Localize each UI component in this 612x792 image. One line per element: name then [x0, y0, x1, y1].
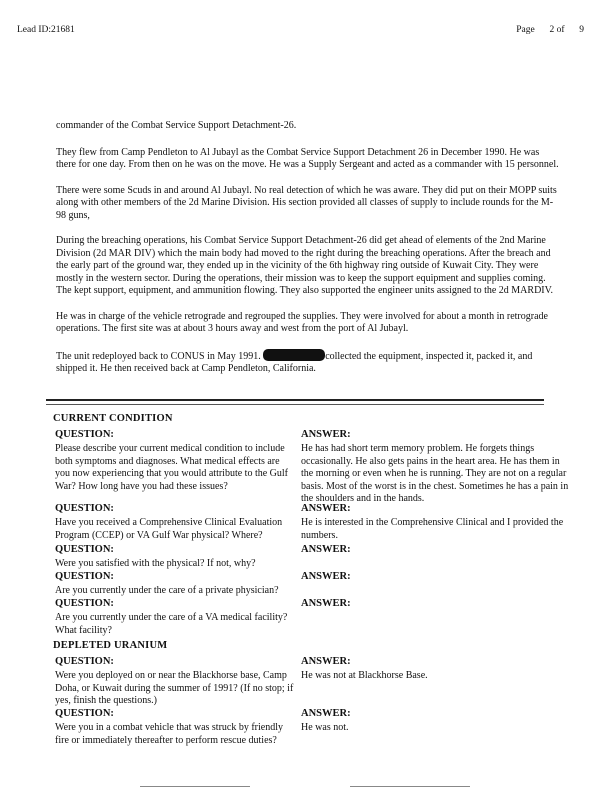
answer-label: ANSWER: [301, 429, 351, 440]
answer-label: ANSWER: [301, 503, 351, 514]
question-label: QUESTION: [55, 429, 114, 440]
question-label: QUESTION: [55, 598, 114, 609]
redaction-block [263, 349, 325, 361]
answer-label: ANSWER: [301, 571, 351, 582]
narrative-paragraph: commander of the Combat Service Support Detachment-26. [56, 120, 297, 131]
narrative-paragraph [56, 349, 561, 376]
question-label: QUESTION: [55, 708, 114, 719]
question-label: QUESTION: [55, 656, 114, 667]
narrative [56, 120, 561, 389]
answer-label: ANSWER: [301, 598, 351, 609]
footer-line [350, 786, 470, 787]
answer-label: ANSWER: [301, 708, 351, 719]
footer-line [140, 786, 250, 787]
question-text: Were you in a combat vehicle that was struck by friendly fire or immediately thereafter to perform rescue duties? [55, 722, 284, 746]
divider [46, 399, 544, 401]
answer-text: He was not at Blackhorse Base. [301, 670, 428, 681]
question-label: QUESTION: [55, 544, 114, 555]
answer-label: ANSWER: [301, 656, 351, 667]
divider [46, 404, 544, 405]
question-label: QUESTION: [55, 503, 114, 514]
answer-text: He was not. [301, 722, 349, 733]
narrative-text: collected the equipment, inspected it, packed it, and shipped it. He then received back at Camp Pendleton, California. [56, 350, 533, 374]
section-heading-current-condition: CURRENT CONDITION [53, 413, 173, 424]
answer-text: He has had short term memory problem. He forgets things occasionally. He also gets pains in the heart area. He has them in the morning or even when he is running. They are not on a regular basis. Most of the worst is in the chest. Sometimes he has a pain in the shoulders and in the hands. [301, 443, 569, 504]
page-number: 2 of [549, 25, 565, 35]
question-text: Were you deployed on or near the Blackhorse base, Camp Doha, or Kuwait during the summer of 1991? (If no stop; if yes, finish the questions.) [55, 670, 294, 706]
page-total: 9 [579, 25, 584, 35]
narrative-paragraph: During the breaching operations, his Combat Service Support Detachment-26 did get ahead of elements of the 2nd Marine Division (2d MAR DIV) which the main body had moved to the right during the breaching operations. After the breach and the early part of the ground war, they ended up in the vicinity of the 6th highway ring outside of Kuwait City. They were mostly in the western sector. During the operations, their mission was to keep the support equipment and supplies coming. The kept support, equipment, and ammunition flowing. They also supported the engineer units assigned to the 2d MARDIV. [56, 235, 554, 296]
question-text: Have you received a Comprehensive Clinical Evaluation Program (CCEP) or VA Gulf War physical? Where? [55, 517, 283, 541]
question-text: Please describe your current medical condition to include both symptoms and diagnoses. What medical effects are you now experiencing that you would attribute to the Gulf War? How long have you had these issues? [55, 443, 289, 492]
answer-label: ANSWER: [301, 544, 351, 555]
question-text: Were you satisfied with the physical? If not, why? [55, 558, 256, 569]
answer-text: He is interested in the Comprehensive Clinical and I provided the numbers. [301, 517, 564, 541]
narrative-paragraph: There were some Scuds in and around Al Jubayl. No real detection of which he was aware. They did put on their MOPP suits along with other members of the 2d Marine Division. His section provided all classes of supply to include rounds for the M-98 guns, [56, 184, 557, 221]
narrative-paragraph: They flew from Camp Pendleton to Al Jubayl as the Combat Service Support Detachment 26 in December 1990. He was there for one day. From then on he was on the move. He was a Supply Sergeant and acted as a commander with 15 personnel. [56, 146, 559, 170]
page-indicator [516, 25, 584, 35]
narrative-text: The unit redeployed back to CONUS in May 1991. [56, 350, 261, 362]
page-label: Page [516, 25, 535, 35]
lead-id: Lead ID:21681 [17, 25, 75, 35]
question-label: QUESTION: [55, 571, 114, 582]
section-heading-depleted-uranium: DEPLETED URANIUM [53, 640, 168, 651]
narrative-paragraph: He was in charge of the vehicle retrograde and regrouped the supplies. They were involved for about a month in retrograde operations. The first site was at about 3 hours away and west from the port of Al Jubayl. [56, 310, 548, 334]
question-text: Are you currently under the care of a VA medical facility? What facility? [55, 612, 288, 636]
question-text: Are you currently under the care of a private physician? [55, 585, 279, 596]
